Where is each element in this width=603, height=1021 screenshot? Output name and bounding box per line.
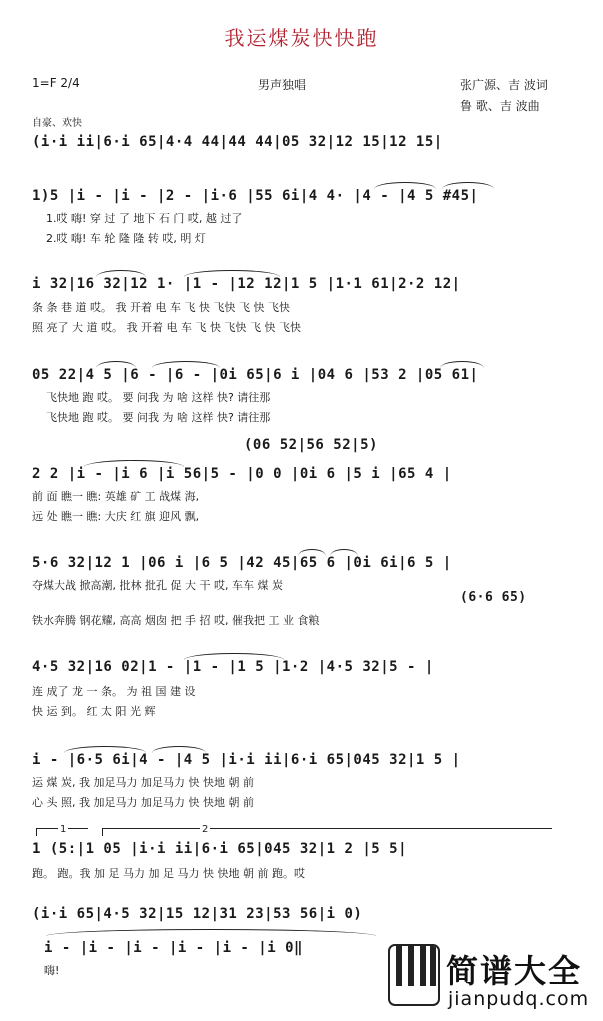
piano-logo-icon xyxy=(388,944,440,1006)
score-line-8: 4·5 32|16 02|1 - |1 - |1 5 |1·2 |4·5 32|5 - | xyxy=(32,659,434,675)
volta-second-bracket xyxy=(102,828,552,836)
score-line-1: (i·i ii|6·i 65|4·4 44|44 44|05 32|12 15|12 15| xyxy=(32,134,443,150)
lyric-12a: 嗨! xyxy=(44,964,60,977)
lyric-4b: 飞快地 跑 哎。 要 问我 为 啥 这样 快? 请往那 xyxy=(46,411,271,424)
score-line-11: (i·i 65|4·5 32|15 12|31 23|53 56|i 0) xyxy=(32,906,363,922)
lyric-3b: 照 亮了 大 道 哎。 我 开着 电 车 飞 快 飞快 飞 快 飞快 xyxy=(32,321,301,334)
volta-first-label: 1 xyxy=(60,824,67,835)
lyric-7a: 夺煤大战 掀高潮, 批林 批孔 促 大 干 哎, 车车 煤 炭 xyxy=(32,579,283,592)
score-line-10: 1 (5:|1 05 |i·i ii|6·i 65|045 32|1 2 |5 5| xyxy=(32,841,408,857)
lyric-2b: 2.哎 嗨! 车 轮 隆 隆 转 哎, 明 灯 xyxy=(46,232,206,245)
tempo-marking: 自豪、欢快 xyxy=(32,118,82,129)
lyric-8a: 连 成了 龙 一 条。 为 祖 国 建 设 xyxy=(32,685,196,698)
lyric-2a: 1.哎 嗨! 穿 过 了 地下 石 门 哎, 越 过了 xyxy=(46,212,243,225)
singer-label: 男声独唱 xyxy=(258,78,307,92)
composer-credit: 鲁 歌、吉 波曲 xyxy=(460,99,540,113)
score-line-5-intro: (06 52|56 52|5) xyxy=(244,437,378,453)
score-line-4: 05 22|4 5 |6 - |6 - |0i 65|6 i |04 6 |53 2 |05 61| xyxy=(32,367,479,383)
watermark-cn: 简谱大全 xyxy=(446,952,583,990)
lyric-4a: 飞快地 跑 哎。 要 问我 为 啥 这样 快? 请往那 xyxy=(46,391,271,404)
score-line-7: 5·6 32|12 1 |06 i |6 5 |42 45|65 6 |0i 6i|6 5 | xyxy=(32,555,452,571)
lyric-9a: 运 煤 炭, 我 加足马力 加足马力 快 快地 朝 前 xyxy=(32,776,254,789)
score-line-12: i - |i - |i - |i - |i - |i 0‖ xyxy=(44,940,303,956)
score-line-9: i - |6·5 6i|4 - |4 5 |i·i ii|6·i 65|045 32|1 5 | xyxy=(32,752,461,768)
key-signature: 1=F 2/4 xyxy=(32,76,80,90)
score-line-3: i 32|16 32|12 1· |1 - |12 12|1 5 |1·1 61|2·2 12| xyxy=(32,276,461,292)
score-line-7-variant: (6·6 65) xyxy=(460,590,527,605)
lyric-8b: 快 运 到。 红 太 阳 光 辉 xyxy=(32,705,156,718)
lyric-7b: 铁水奔腾 钢花耀, 高高 烟囱 把 手 招 哎, 催我把 工 业 食粮 xyxy=(32,614,320,627)
lyric-10a: 跑。 跑。我 加 足 马力 加 足 马力 快 快地 朝 前 跑。哎 xyxy=(32,867,305,880)
lyric-6a: 前 面 瞧一 瞧: 英雄 矿 工 战煤 海, xyxy=(32,490,200,503)
lyric-3a: 条 条 巷 道 哎。 我 开着 电 车 飞 快 飞快 飞 快 飞快 xyxy=(32,301,290,314)
lyric-6b: 远 处 瞧一 瞧: 大庆 红 旗 迎风 飘, xyxy=(32,510,200,523)
score-line-6: 2 2 |i - |i 6 |i 56|5 - |0 0 |0i 6 |5 i |65 4 | xyxy=(32,466,452,482)
song-title: 我运煤炭快快跑 xyxy=(224,26,379,50)
watermark-en: jianpudq.com xyxy=(448,988,590,1010)
lyric-9b: 心 头 照, 我 加足马力 加足马力 快 快地 朝 前 xyxy=(32,796,254,809)
volta-second-label: 2 xyxy=(202,824,209,835)
score-line-2: 1)5 |i - |i - |2 - |i·6 |55 6i|4 4· |4 - |4 5 #45| xyxy=(32,188,479,204)
lyricist-credit: 张广源、吉 波词 xyxy=(460,78,548,92)
